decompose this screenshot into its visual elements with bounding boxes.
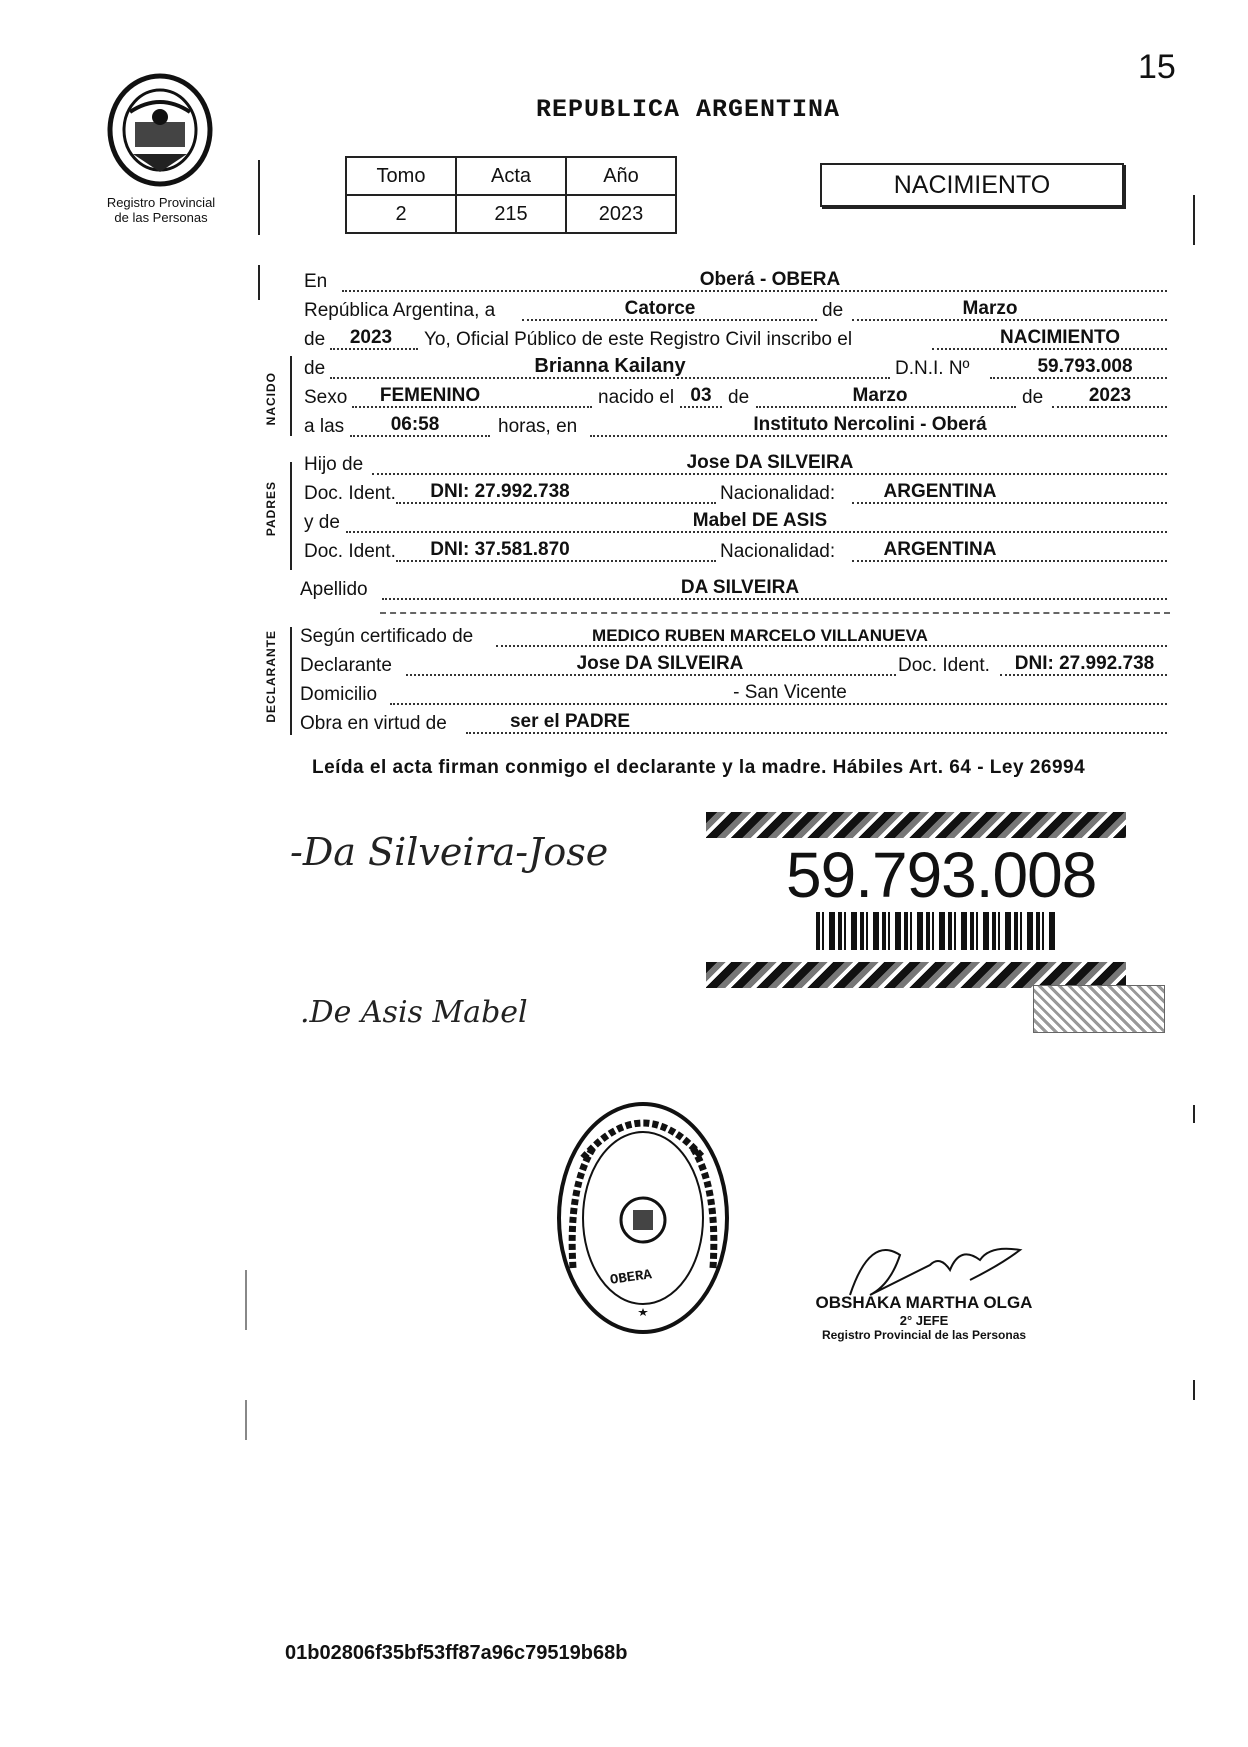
value-declarante-doc: DNI: 27.992.738 [1014, 653, 1155, 674]
value-declarante: Jose DA SILVEIRA [576, 653, 744, 674]
label-apellido: Apellido [300, 579, 368, 600]
side-label-nacido: NACIDO [264, 372, 278, 426]
margin-rule [258, 160, 260, 235]
label-nacido: nacido el [598, 387, 675, 408]
value-nombre: Brianna Kailany [534, 355, 686, 377]
value-lugar: Oberá - OBERA [699, 269, 841, 290]
value-mes: Marzo [962, 298, 1018, 319]
dashed-separator [380, 612, 1170, 614]
value-anio: 2023 [349, 327, 393, 348]
section-rule [290, 356, 292, 436]
margin-rule [258, 265, 260, 300]
value-padre-doc: DNI: 27.992.738 [430, 481, 570, 502]
official-stamp-icon [553, 1098, 733, 1338]
row-padre-doc [300, 480, 1170, 508]
label-doc-declarante: Doc. Ident. [898, 655, 990, 676]
row-apellido [300, 576, 1170, 604]
value-madre: Mabel DE ASIS [692, 510, 828, 531]
value-dia: Catorce [624, 298, 696, 319]
row-fecha [300, 297, 1170, 325]
register-value-anio: 2023 [566, 195, 676, 233]
value-nac-mes: Marzo [852, 385, 908, 406]
org-name [86, 195, 236, 225]
page-number: 15 [1138, 48, 1176, 86]
row-certificado [300, 623, 1170, 651]
security-hologram [1033, 985, 1165, 1033]
label-doc-padre: Doc. Ident. [304, 483, 396, 504]
label-de-anio-nac: de [1022, 387, 1044, 408]
provincial-crest-icon [105, 72, 215, 192]
label-republica: República Argentina, a [304, 300, 496, 321]
value-obra: ser el PADRE [509, 711, 631, 732]
label-declarante: Declarante [300, 655, 392, 676]
officer-name: OBSHAKA MARTHA OLGA [815, 1293, 1033, 1312]
row-sexo [300, 384, 1170, 412]
label-yo: Yo, Oficial Público de este Registro Civil inscribo el [424, 329, 853, 350]
label-a-las: a las [304, 416, 345, 437]
stamp-city: OBERA [609, 1267, 653, 1289]
margin-mark [1193, 1105, 1195, 1123]
row-obra [300, 710, 1170, 738]
officer-role: 2° JEFE [899, 1313, 949, 1328]
value-certificado: MEDICO RUBEN MARCELO VILLANUEVA [592, 626, 928, 645]
margin-mark [245, 1270, 247, 1330]
value-padre: Jose DA SILVEIRA [686, 452, 854, 473]
security-band [706, 812, 1126, 838]
officer-block [804, 1293, 1044, 1342]
value-inscribe: NACIMIENTO [1000, 327, 1120, 348]
row-madre [300, 509, 1170, 537]
label-de-anio: de [304, 329, 326, 350]
label-y-de: y de [304, 512, 340, 533]
register-header-tomo: Tomo [346, 157, 456, 195]
value-lugar-nac: Instituto Nercolini - Oberá [753, 414, 987, 435]
value-nac-dia: 03 [690, 385, 712, 406]
label-de-nombre: de [304, 358, 326, 379]
label-doc-madre: Doc. Ident. [304, 541, 396, 562]
value-padre-nac: ARGENTINA [883, 481, 997, 502]
side-label-declarante: DECLARANTE [264, 630, 278, 723]
barcode [816, 912, 1056, 950]
org-line-1: Registro Provincial [106, 195, 216, 210]
value-madre-nac: ARGENTINA [883, 539, 997, 560]
officer-org: Registro Provincial de las Personas [821, 1328, 1027, 1342]
value-apellido: DA SILVEIRA [680, 577, 800, 598]
label-nacionalidad-madre: Nacionalidad: [720, 541, 836, 562]
label-hijo: Hijo de [304, 454, 364, 475]
org-line-2: de las Personas [114, 210, 208, 225]
dni-sticker-number: 59.793.008 [786, 839, 1097, 911]
value-dni: 59.793.008 [1037, 356, 1133, 377]
section-rule [290, 462, 292, 570]
margin-rule [1193, 195, 1195, 245]
label-de: de [822, 300, 844, 321]
register-header-anio: Año [566, 157, 676, 195]
value-madre-doc: DNI: 37.581.870 [430, 539, 570, 560]
madre-signature: .De Asis Mabel [300, 995, 528, 1030]
row-nombre [300, 355, 1170, 383]
row-madre-doc [300, 538, 1170, 566]
declarante-signature: -Da Silveira-Jose [290, 830, 609, 874]
register-header-acta: Acta [456, 157, 566, 195]
label-certificado: Según certificado de [300, 626, 474, 647]
value-sexo: FEMENINO [379, 385, 481, 406]
label-horas-en: horas, en [498, 416, 578, 437]
row-en [300, 268, 1170, 296]
value-hora: 06:58 [390, 414, 440, 435]
value-domicilio: - San Vicente [733, 682, 847, 703]
margin-mark [245, 1400, 247, 1440]
label-de-mes: de [728, 387, 750, 408]
row-anio [300, 326, 1170, 354]
page-title: REPUBLICA ARGENTINA [536, 95, 841, 124]
row-hora [300, 413, 1170, 441]
register-value-tomo: 2 [346, 195, 456, 233]
row-declarante [300, 652, 1170, 680]
legal-notice: Leída el acta firman conmigo el declarante y la madre. Hábiles Art. 64 - Ley 26994 [312, 757, 1086, 778]
document-type-box: NACIMIENTO [820, 163, 1124, 207]
label-nacionalidad-padre: Nacionalidad: [720, 483, 836, 504]
label-obra: Obra en virtud de [300, 713, 447, 734]
row-padre [300, 451, 1170, 479]
row-domicilio [300, 681, 1170, 709]
register-table [345, 156, 677, 234]
label-domicilio: Domicilio [300, 684, 378, 705]
side-label-padres: PADRES [264, 481, 278, 537]
label-sexo: Sexo [304, 387, 348, 408]
section-rule [290, 627, 292, 735]
dni-sticker [706, 812, 1126, 992]
label-en: En [304, 271, 328, 292]
register-value-acta: 215 [456, 195, 566, 233]
value-nac-anio: 2023 [1088, 385, 1132, 406]
document-hash: 01b02806f35bf53ff87a96c79519b68b [285, 1642, 628, 1664]
label-dni: D.N.I. Nº [895, 358, 970, 379]
margin-mark [1193, 1380, 1195, 1400]
